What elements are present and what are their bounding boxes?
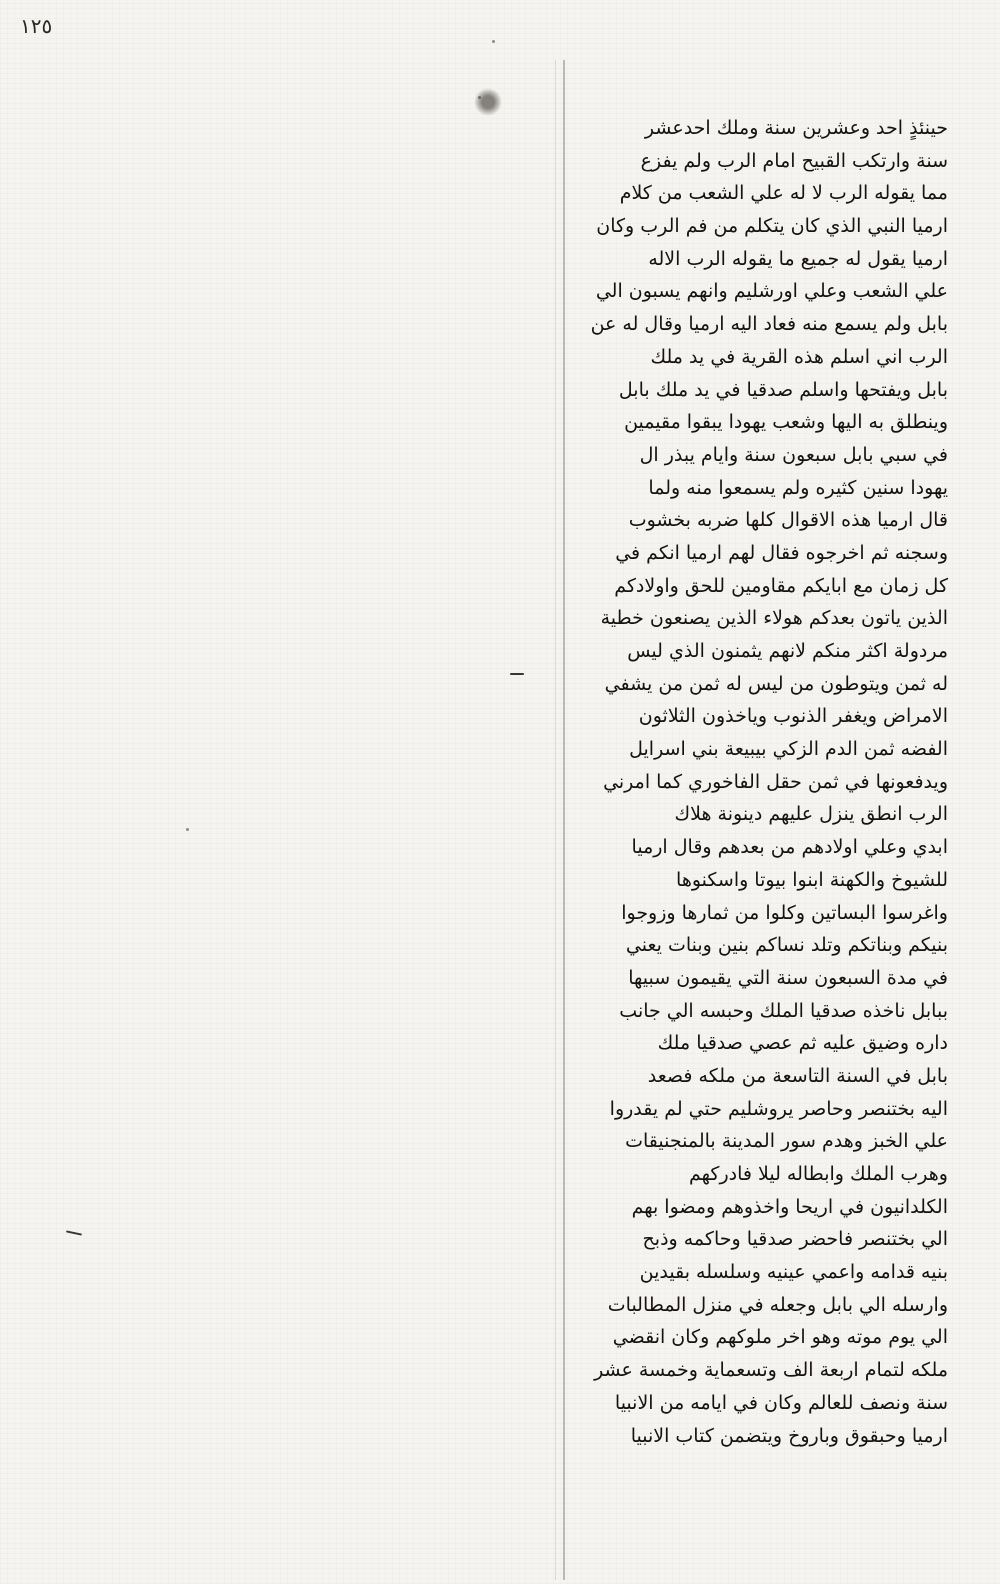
- manuscript-line: الي يوم موته وهو اخر ملوكهم وكان انقضي: [612, 1326, 948, 1349]
- manuscript-line: وينطلق به اليها وشعب يهودا يبقوا مقيمين: [624, 411, 948, 434]
- manuscript-line: ويدفعونها في ثمن حقل الفاخوري كما امرني: [603, 770, 948, 793]
- manuscript-line: بابل ولم يسمع منه فعاد اليه ارميا وقال له عن: [590, 313, 948, 336]
- manuscript-text-block: [528, 112, 948, 1452]
- manuscript-line: الرب انطق ينزل عليهم دينونة هلاك: [674, 803, 948, 826]
- manuscript-line: مما يقوله الرب لا له علي الشعب من كلام: [619, 182, 948, 205]
- margin-stroke-mark: [66, 1230, 82, 1235]
- margin-dash-mark: [510, 673, 524, 675]
- manuscript-line: له ثمن ويتوطون من ليس له ثمن من يشفي: [604, 672, 948, 695]
- manuscript-line: ارميا يقول له جميع ما يقوله الرب الاله: [648, 247, 948, 270]
- manuscript-line: اليه بختنصر وحاصر يروشليم حتي لم يقدروا: [609, 1097, 948, 1120]
- manuscript-line: علي الشعب وعلي اورشليم وانهم يسبون الي: [595, 280, 948, 303]
- manuscript-line: بابل ويفتحها واسلم صدقيا في يد ملك بابل: [618, 378, 948, 401]
- manuscript-line: وسجنه ثم اخرجوه فقال لهم ارميا انكم في: [615, 541, 948, 564]
- folio-number: ١٢٥: [20, 14, 53, 38]
- manuscript-line: ارميا وحبقوق وباروخ ويتضمن كتاب الانبيا: [630, 1424, 948, 1447]
- manuscript-line: للشيوخ والكهنة ابنوا بيوتا واسكنوها: [676, 868, 948, 891]
- manuscript-line: الرب اني اسلم هذه القرية في يد ملك: [650, 345, 948, 368]
- manuscript-line: كل زمان مع ابايكم مقاومين للحق واولادكم: [614, 574, 948, 597]
- ink-speck: [186, 828, 189, 831]
- manuscript-line: ابدي وعلي اولادهم من بعدهم وقال ارميا: [631, 836, 948, 859]
- manuscript-line: حينئذٍ احد وعشرين سنة وملك احدعشر: [644, 117, 948, 139]
- manuscript-line: سنة ونصف للعالم وكان في ايامه من الانبيا: [614, 1391, 948, 1414]
- manuscript-line: بابل في السنة التاسعة من ملكه فصعد: [647, 1064, 948, 1087]
- manuscript-line: في سبي بابل سبعون سنة وايام يبذر ال: [639, 443, 948, 466]
- manuscript-line: واغرسوا البساتين وكلوا من ثمارها وزوجوا: [621, 901, 948, 924]
- manuscript-line: وارسله الي بابل وجعله في منزل المطالبات: [607, 1293, 948, 1316]
- manuscript-line: داره وضيق عليه ثم عصي صدقيا ملك: [657, 1032, 948, 1055]
- manuscript-line: بنيه قدامه واعمي عينيه وسلسله بقيدين: [639, 1261, 948, 1284]
- manuscript-line: الكلدانيون في اريحا واخذوهم ومضوا بهم: [631, 1195, 948, 1218]
- manuscript-line: في مدة السبعون سنة التي يقيمون سبيها: [628, 966, 948, 989]
- manuscript-line: قال ارميا هذه الاقوال كلها ضربه بخشوب: [628, 509, 948, 532]
- manuscript-line: ارميا النبي الذي كان يتكلم من فم الرب وكان: [596, 215, 948, 238]
- manuscript-line: الفضه ثمن الدم الزكي بيبيعة بني اسرايل: [629, 738, 948, 761]
- manuscript-line: سنة وارتكب القبيح امام الرب ولم يفزع: [640, 149, 948, 172]
- ink-speck: [492, 40, 495, 43]
- manuscript-line: بنيكم وبناتكم وتلد نساكم بنين وبنات يعني: [625, 934, 948, 957]
- manuscript-line: الي بختنصر فاحضر صدقيا وحاكمه وذبح: [642, 1228, 948, 1251]
- manuscript-line: يهودا سنين كثيره ولم يسمعوا منه ولما: [648, 476, 948, 499]
- ink-speck: [478, 96, 481, 99]
- manuscript-line: وهرب الملك وابطاله ليلا فادركهم: [689, 1163, 948, 1185]
- manuscript-line: علي الخبز وهدم سور المدينة بالمنجنيقات: [625, 1130, 948, 1153]
- manuscript-line: ببابل ناخذه صدقيا الملك وحبسه الي جانب: [619, 999, 948, 1022]
- manuscript-line: مردولة اكثر منكم لانهم يثمنون الذي ليس: [627, 640, 948, 662]
- manuscript-line: الذين ياتون بعدكم هولاء الذين يصنعون خطية: [600, 607, 948, 630]
- manuscript-line: الامراض ويغفر الذنوب وياخذون الثلاثون: [638, 705, 948, 728]
- manuscript-line: ملكه لتمام اربعة الف وتسعماية وخمسة عشر: [594, 1359, 948, 1382]
